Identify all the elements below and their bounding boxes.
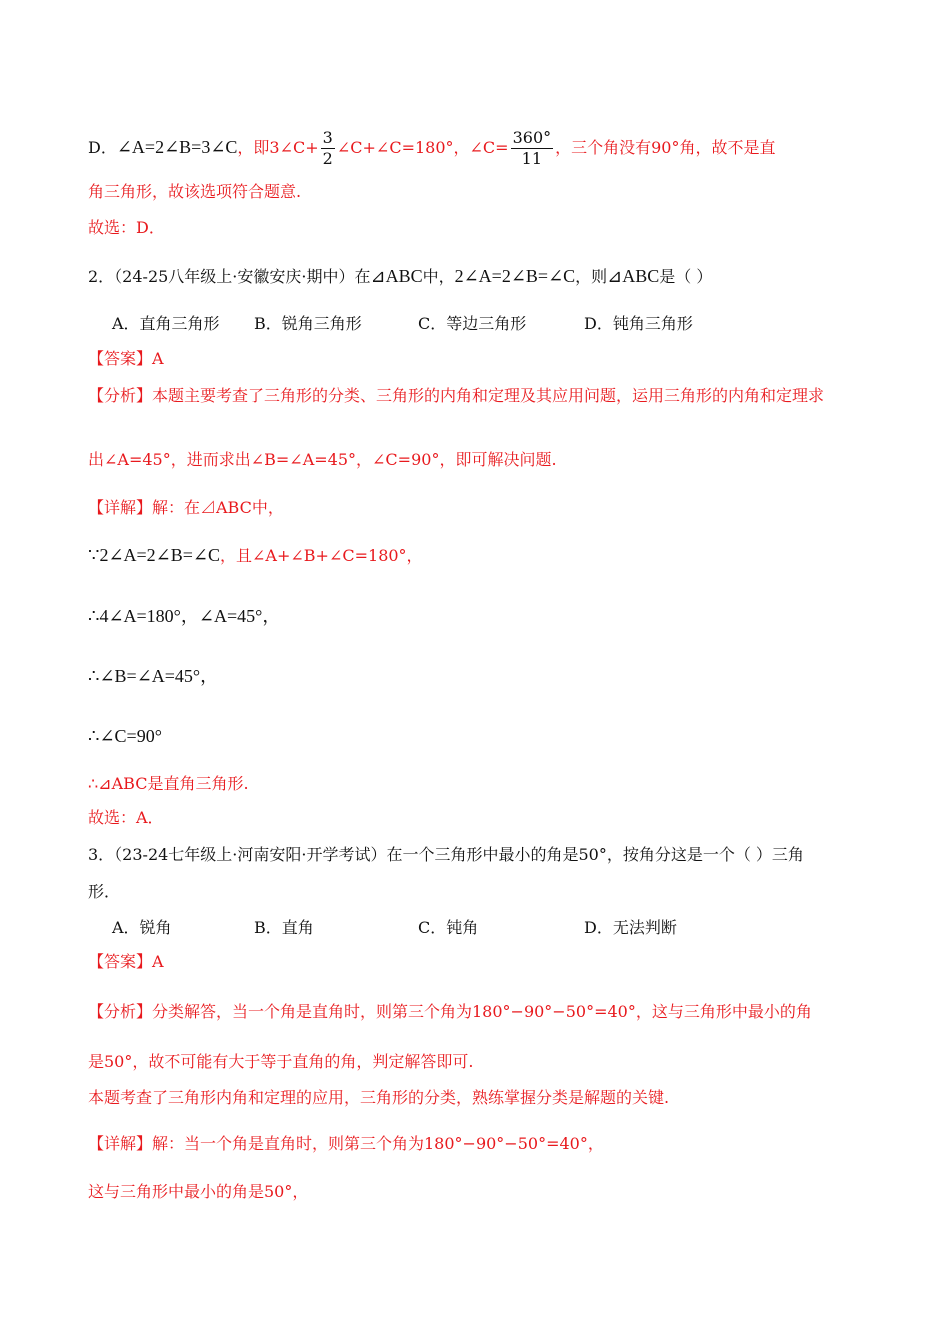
q1-d-text2: ∠C+∠C=180°，∠C= bbox=[336, 138, 509, 157]
q3-option-a: A．锐角 bbox=[112, 918, 172, 937]
q3-answer: 【答案】A bbox=[88, 952, 164, 971]
q2-analysis-line1: 【分析】本题主要考查了三角形的分类、三角形的内角和定理及其应用问题，运用三角形的内角和定理求 bbox=[88, 386, 825, 405]
q2-step3: ∴∠B=∠A=45°， bbox=[88, 666, 219, 686]
q2-conclusion: 故选：A． bbox=[88, 808, 164, 827]
q3-analysis-line2: 是50°，故不可能有大于等于直角的角，判定解答即可. bbox=[88, 1052, 474, 1071]
q3-detail-line1: 【详解】解：当一个角是直角时，则第三个角为180°−90°−50°=40°， bbox=[88, 1134, 604, 1153]
q3-option-d: D．无法判断 bbox=[584, 918, 677, 937]
q1-conclusion: 故选：D． bbox=[88, 218, 165, 237]
q1-d-given: ∠A=2∠B=3∠C bbox=[116, 137, 238, 157]
q2-stem-end: 是（ ） bbox=[659, 267, 713, 286]
q2-option-a: A．直角三角形 bbox=[112, 314, 220, 333]
q2-step2: ∴4∠A=180°，∠A=45°， bbox=[88, 606, 281, 626]
q1-d-fraction-360-11: $\frac{360^\circ}{11}$ bbox=[512, 128, 552, 168]
q3-detail-line2: 这与三角形中最小的角是50°， bbox=[88, 1182, 309, 1201]
q2-stem-mid: 中， bbox=[422, 267, 455, 286]
q2-analysis-line2: 出∠A=45°，进而求出∠B=∠A=45°，∠C=90°，即可解决问题. bbox=[88, 450, 557, 469]
q2-step5: ∴⊿ABC是直角三角形. bbox=[88, 774, 249, 793]
q3-stem-line2: 形． bbox=[88, 882, 121, 901]
q1-d-fraction-3-2: $\frac{3}{2}$ bbox=[322, 128, 333, 168]
q2-stem-equation: 2∠A=2∠B=∠C bbox=[454, 266, 576, 286]
q2-detail-head: 【详解】解：在⊿ABC中， bbox=[88, 498, 284, 517]
q2-stem-prefix: 2．（24-25八年级上·安徽安庆·期中）在 bbox=[88, 267, 371, 286]
q3-stem-line1: 3．（23-24七年级上·河南安阳·开学考试）在一个三角形中最小的角是50°，按角分这是一个（ ）三角 bbox=[88, 845, 804, 864]
q2-option-d: D．钝角三角形 bbox=[584, 314, 693, 333]
q1-d-text1: 即3∠C+ bbox=[253, 138, 319, 157]
q2-step1-a: ∵2∠A=2∠B=∠C bbox=[88, 545, 221, 565]
q2-step1 bbox=[88, 543, 423, 568]
q1-d-label: D． bbox=[88, 138, 117, 157]
q2-step1-b: ，且∠A+∠B+∠C=180°， bbox=[220, 546, 423, 565]
q3-analysis-line1: 【分析】分类解答，当一个角是直角时，则第三个角为180°−90°−50°=40°，这与三角形中最小的角 bbox=[88, 1002, 812, 1021]
q2-stem-then: ，则 bbox=[575, 267, 608, 286]
q1-d-text3: ，三个角没有90°角，故不是直 bbox=[555, 138, 776, 157]
q2-stem bbox=[88, 264, 712, 289]
q3-option-b: B．直角 bbox=[254, 918, 314, 937]
q2-step4: ∴∠C=90° bbox=[88, 726, 162, 746]
q2-stem-triangle-2: ⊿ABC bbox=[607, 266, 660, 286]
q2-option-b: B．锐角三角形 bbox=[254, 314, 362, 333]
q2-option-c: C．等边三角形 bbox=[418, 314, 527, 333]
q1-d-sep: ， bbox=[237, 138, 254, 157]
q3-option-c: C．钝角 bbox=[418, 918, 479, 937]
q2-stem-triangle: ⊿ABC bbox=[370, 266, 423, 286]
q3-analysis-line3: 本题考查了三角形内角和定理的应用，三角形的分类，熟练掌握分类是解题的关键. bbox=[88, 1088, 670, 1107]
q1-option-d-line bbox=[88, 128, 776, 169]
q2-answer: 【答案】A bbox=[88, 349, 164, 368]
q1-d-text4: 角三角形，故该选项符合题意. bbox=[88, 182, 302, 201]
